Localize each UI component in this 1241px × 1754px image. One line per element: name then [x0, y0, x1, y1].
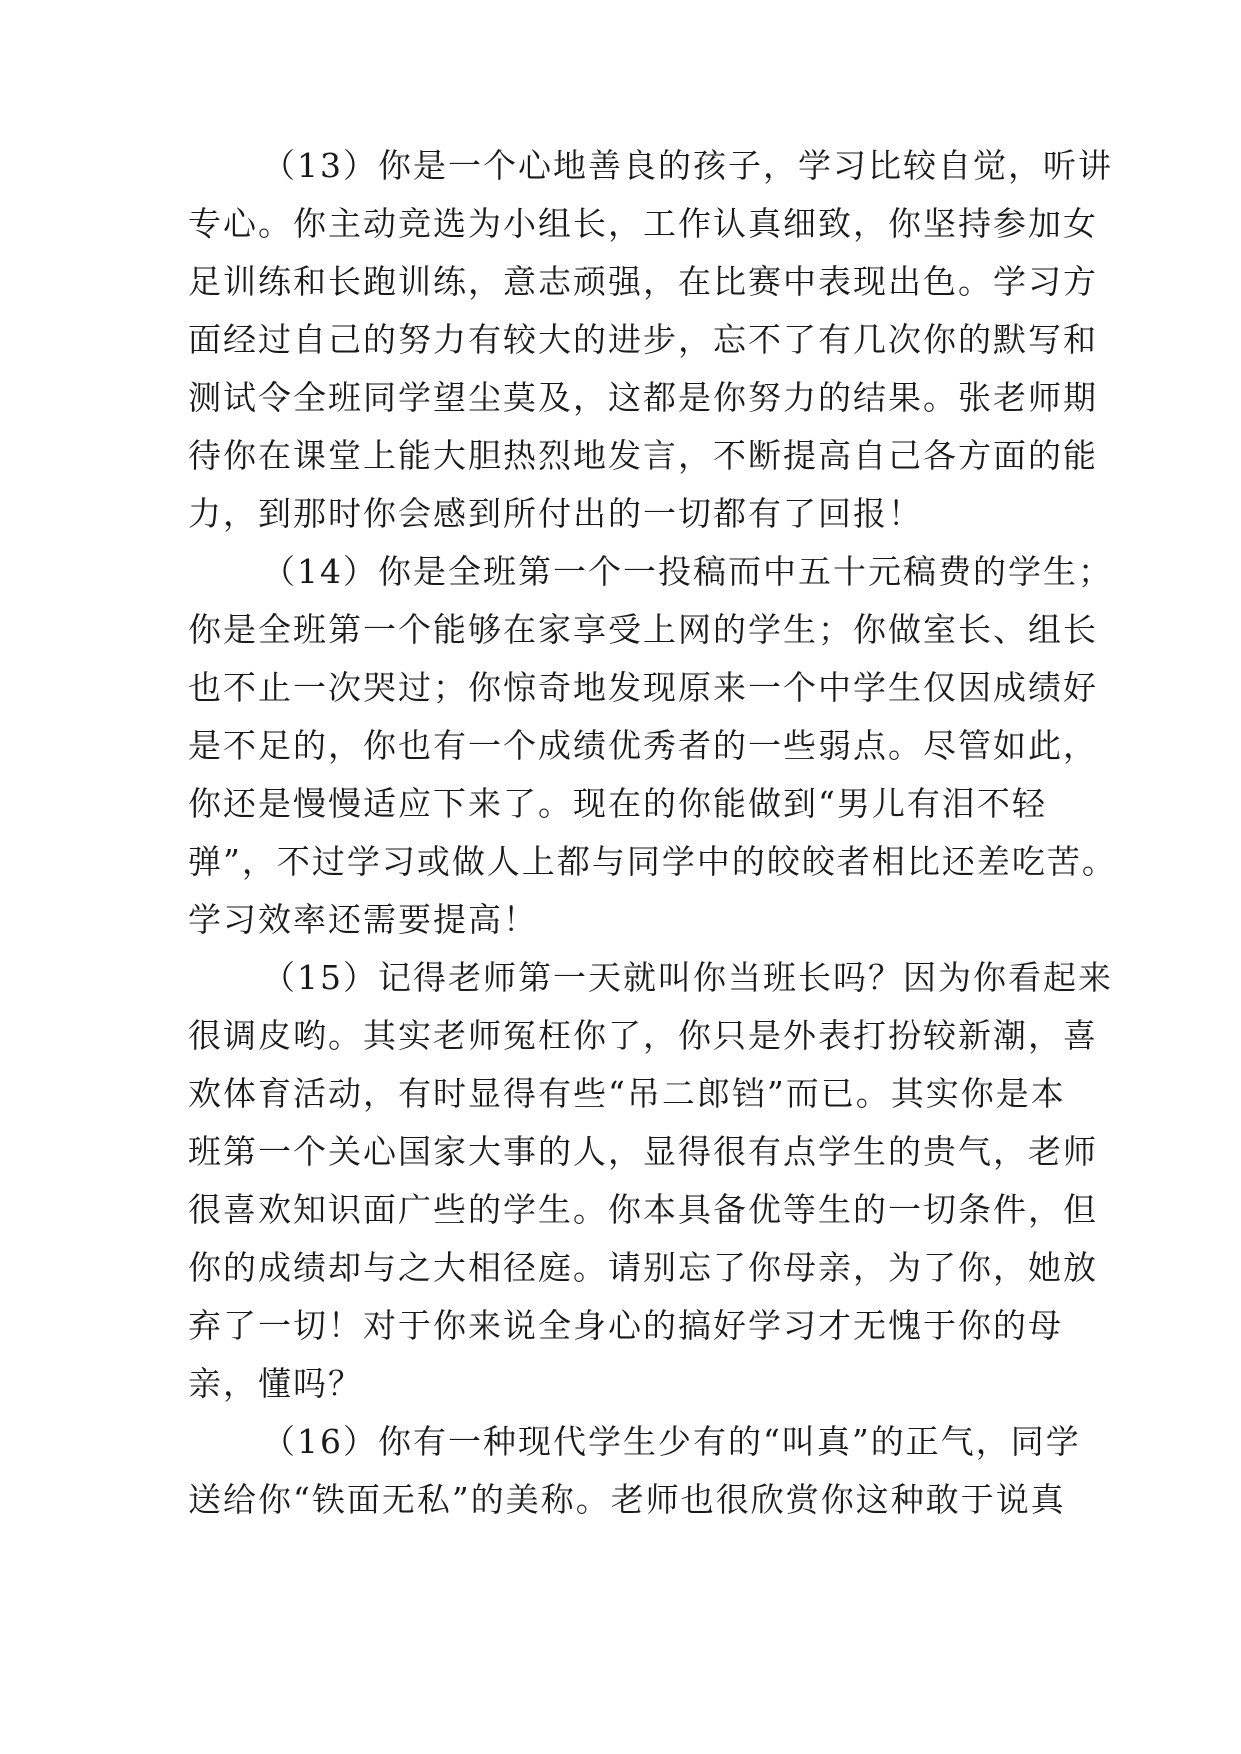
paragraph-13-line-7: 力，到那时你会感到所付出的一切都有了回报！: [188, 494, 923, 533]
paragraph-13-line-3: 足训练和长跑训练，意志顽强，在比赛中表现出色。学习方: [188, 262, 1098, 301]
paragraph-14-line-7: 学习效率还需要提高！: [188, 900, 538, 939]
paragraph-13-line-6: 待你在课堂上能大胆热烈地发言，不断提高自己各方面的能: [188, 436, 1098, 475]
paragraph-15-line-2: 很调皮哟。其实老师冤枉你了，你只是外表打扮较新潮，喜: [188, 1016, 1098, 1055]
paragraph-14-line-2: 你是全班第一个能够在家享受上网的学生；你做室长、组长: [188, 610, 1098, 649]
paragraph-14-line-1: （14）你是全班第一个一投稿而中五十元稿费的学生；: [262, 552, 1113, 591]
paragraph-14-line-5: 你还是慢慢适应下来了。现在的你能做到“男儿有泪不轻: [188, 784, 1047, 823]
paragraph-14-line-6: 弹”，不过学习或做人上都与同学中的皎皎者相比还差吃苦。: [188, 842, 1117, 881]
paragraph-16-line-1: （16）你有一种现代学生少有的“叫真”的正气，同学: [262, 1422, 1081, 1461]
paragraph-15-line-6: 你的成绩却与之大相径庭。请别忘了你母亲，为了你，她放: [188, 1248, 1098, 1287]
paragraph-14-line-4: 是不足的，你也有一个成绩优秀者的一些弱点。尽管如此，: [188, 726, 1098, 765]
paragraph-15-line-8: 亲，懂吗？: [188, 1364, 363, 1403]
paragraph-13-line-1: （13）你是一个心地善良的孩子，学习比较自觉，听讲: [262, 146, 1113, 185]
paragraph-16-line-2: 送给你“铁面无私”的美称。老师也很欣赏你这种敢于说真: [188, 1480, 1066, 1519]
paragraph-15-line-1: （15）记得老师第一天就叫你当班长吗？因为你看起来: [262, 958, 1113, 997]
paragraph-13-line-4: 面经过自己的努力有较大的进步，忘不了有几次你的默写和: [188, 320, 1098, 359]
paragraph-13-line-5: 测试令全班同学望尘莫及，这都是你努力的结果。张老师期: [188, 378, 1098, 417]
paragraph-15-line-4: 班第一个关心国家大事的人，显得很有点学生的贵气，老师: [188, 1132, 1098, 1171]
paragraph-15-line-5: 很喜欢知识面广些的学生。你本具备优等生的一切条件，但: [188, 1190, 1098, 1229]
paragraph-13-line-2: 专心。你主动竞选为小组长，工作认真细致，你坚持参加女: [188, 204, 1098, 243]
paragraph-15-line-7: 弃了一切！对于你来说全身心的搞好学习才无愧于你的母: [188, 1306, 1063, 1345]
paragraph-14-line-3: 也不止一次哭过；你惊奇地发现原来一个中学生仅因成绩好: [188, 668, 1098, 707]
paragraph-15-line-3: 欢体育活动，有时显得有些“吊二郎铛”而已。其实你是本: [188, 1074, 1066, 1113]
